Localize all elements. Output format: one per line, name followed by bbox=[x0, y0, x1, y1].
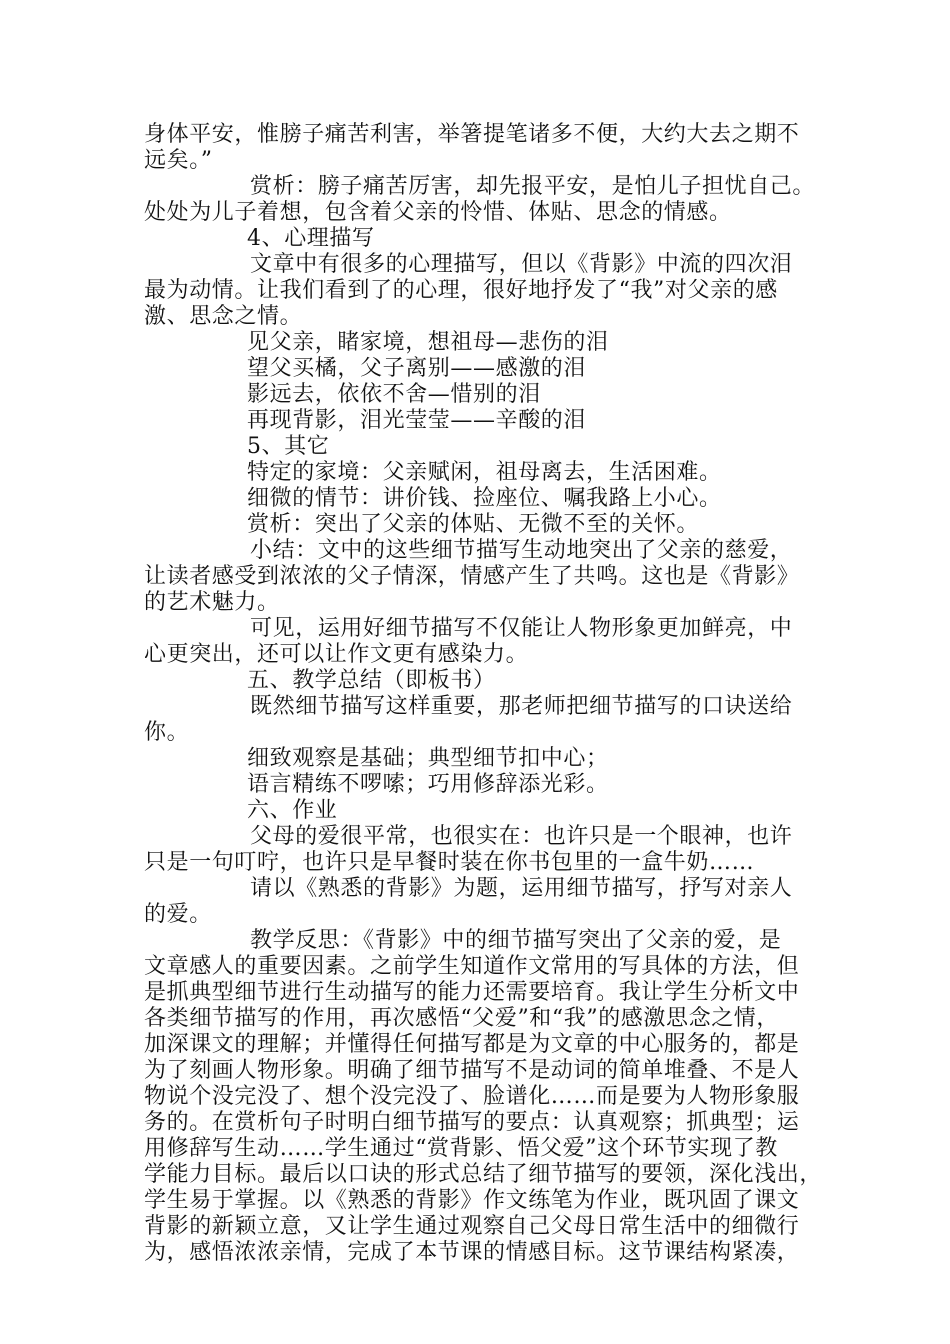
text-line: 教学反思：《背影》中的细节描写突出了父亲的爱，是 bbox=[250, 928, 782, 953]
text-line: 为了刻画人物形象。明确了细节描写不是动词的简单堆叠、不是人 bbox=[144, 1058, 800, 1083]
text-line: 影远去，依依不舍—惜别的泪 bbox=[247, 382, 541, 407]
text-line: 最为动情。让我们看到了的心理，很好地抒发了“我”对父亲的感 bbox=[144, 278, 778, 303]
text-line: 让读者感受到浓浓的父子情深，情感产生了共鸣。这也是《背影》 bbox=[144, 564, 800, 589]
text-line: 文章中有很多的心理描写，但以《背影》中流的四次泪 bbox=[250, 252, 793, 277]
text-line: 见父亲，睹家境，想祖母—悲伤的泪 bbox=[247, 330, 609, 355]
text-line: 再现背影，泪光莹莹——辛酸的泪 bbox=[247, 408, 587, 433]
text-line: 小结：文中的这些细节描写生动地突出了父亲的慈爱， bbox=[250, 538, 793, 563]
text-line: 远矣。” bbox=[144, 148, 213, 173]
text-line: 处处为儿子着想，包含着父亲的怜惜、体贴、思念的情感。 bbox=[144, 200, 732, 225]
text-line: 是抓典型细节进行生动描写的能力还需要培育。我让学生分析文中 bbox=[144, 980, 800, 1005]
text-line: 为，感悟浓浓亲情，完成了本节课的情感目标。这节课结构紧凑， bbox=[144, 1240, 800, 1265]
text-line: 赏析：膀子痛苦厉害，却先报平安，是怕儿子担忧自己。 bbox=[250, 174, 816, 199]
text-line: 语言精练不啰嗦；巧用修辞添光彩。 bbox=[247, 772, 609, 797]
text-line: 望父买橘，父子离别——感激的泪 bbox=[247, 356, 587, 381]
text-line: 细致观察是基础；典型细节扣中心； bbox=[247, 746, 609, 771]
text-line: 父母的爱很平常，也很实在：也许只是一个眼神，也许 bbox=[250, 824, 793, 849]
text-line: 的爱。 bbox=[144, 902, 212, 927]
text-line: 请以《熟悉的背影》为题，运用细节描写，抒写对亲人 bbox=[250, 876, 793, 901]
text-line: 文章感人的重要因素。之前学生知道作文常用的写具体的方法，但 bbox=[144, 954, 800, 979]
text-line: 各类细节描写的作用，再次感悟“父爱”和“我”的感激思念之情， bbox=[144, 1006, 779, 1031]
section-heading: 六、作业 bbox=[247, 798, 338, 823]
text-line: 赏析：突出了父亲的体贴、无微不至的关怀。 bbox=[247, 512, 700, 537]
text-line: 心更突出，还可以让作文更有感染力。 bbox=[144, 642, 529, 667]
text-line: 只是一句叮咛，也许只是早餐时装在你书包里的一盒牛奶…… bbox=[144, 850, 755, 875]
text-line: 加深课文的理解；并懂得任何描写都是为文章的中心服务的，都是 bbox=[144, 1032, 800, 1057]
section-heading: 4、心理描写 bbox=[247, 226, 375, 251]
text-line: 背影的新颖立意，又让学生通过观察自己父母日常生活中的细微行 bbox=[144, 1214, 800, 1239]
text-line: 身体平安，惟膀子痛苦利害，举箸提笔诸多不便，大约大去之期不 bbox=[144, 122, 800, 147]
text-line: 物说个没完没了、想个没完没了、脸谱化……而是要为人物形象服 bbox=[144, 1084, 800, 1109]
text-line: 激、思念之情。 bbox=[144, 304, 303, 329]
section-heading: 五、教学总结（即板书） bbox=[247, 668, 496, 693]
text-line: 特定的家境：父亲赋闲，祖母离去，生活困难。 bbox=[247, 460, 722, 485]
section-heading: 5、其它 bbox=[247, 434, 330, 459]
text-line: 的艺术魅力。 bbox=[144, 590, 280, 615]
text-line: 你。 bbox=[144, 720, 190, 745]
text-line: 学生易于掌握。以《熟悉的背影》作文练笔为作业，既巩固了课文 bbox=[144, 1188, 800, 1213]
text-line: 细微的情节：讲价钱、捡座位、嘱我路上小心。 bbox=[247, 486, 722, 511]
text-line: 学能力目标。最后以口诀的形式总结了细节描写的要领，深化浅出， bbox=[144, 1162, 823, 1187]
text-line: 务的。在赏析句子时明白细节描写的要点：认真观察；抓典型；运 bbox=[144, 1110, 800, 1135]
text-line: 可见，运用好细节描写不仅能让人物形象更加鲜亮，中 bbox=[250, 616, 793, 641]
text-line: 既然细节描写这样重要，那老师把细节描写的口诀送给 bbox=[250, 694, 793, 719]
text-line: 用修辞写生动……学生通过“赏背影、悟父爱”这个环节实现了教 bbox=[144, 1136, 778, 1161]
